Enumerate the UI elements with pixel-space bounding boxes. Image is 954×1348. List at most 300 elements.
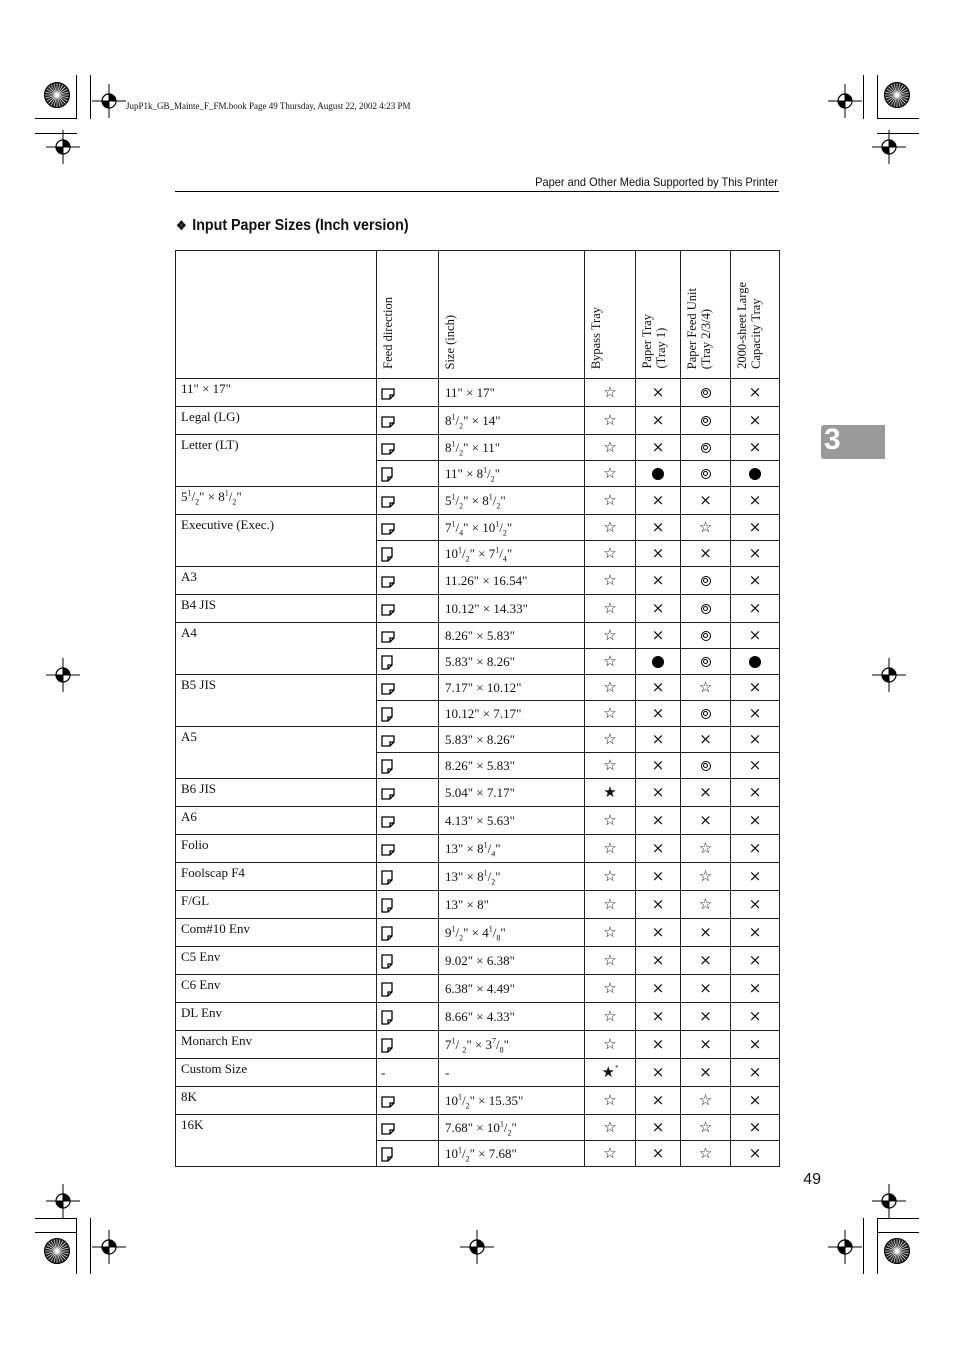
- paper-size-cell: 8.26" × 5.83": [439, 623, 585, 649]
- support-cell-lct: [731, 701, 780, 727]
- cross-icon: ×: [699, 543, 712, 562]
- double-circle-icon: [701, 388, 711, 398]
- paper-name: Com#10 Env: [181, 921, 250, 936]
- header-paper-tray-1: Paper Tray (Tray 1): [636, 251, 681, 379]
- registration-mark-icon: [872, 658, 906, 692]
- support-cell-lct: [731, 461, 780, 487]
- cross-icon: ×: [651, 894, 665, 913]
- registration-mark-icon: [872, 1184, 906, 1218]
- crop-line: [863, 75, 864, 119]
- support-cell-tray1: [636, 675, 681, 701]
- cross-icon: ×: [651, 625, 665, 644]
- cross-icon: ×: [651, 978, 665, 997]
- open-star-icon: ☆: [603, 1143, 617, 1162]
- feed-long-edge-icon: [377, 435, 439, 461]
- open-star-icon: ☆: [603, 382, 617, 401]
- support-cell-bypass: [585, 675, 636, 701]
- table-row: [176, 947, 780, 975]
- support-cell-lct: [731, 515, 780, 541]
- support-cell-tray1: [636, 487, 681, 515]
- support-cell-tray1: [636, 807, 681, 835]
- header-feed-direction: Feed direction: [377, 251, 439, 379]
- support-cell-tray234: [681, 727, 731, 753]
- cross-icon: ×: [651, 517, 665, 536]
- feed-short-edge-icon: [377, 975, 439, 1003]
- table-row: [176, 487, 780, 515]
- cross-icon: ×: [748, 1143, 762, 1162]
- feed-long-edge-icon: [377, 835, 439, 863]
- support-cell-tray1: [636, 1031, 681, 1059]
- color-wheel-mark-icon: [43, 81, 77, 115]
- paper-name: Foolscap F4: [181, 865, 245, 880]
- table-row: [176, 379, 780, 407]
- support-cell-lct: [731, 919, 780, 947]
- cross-icon: ×: [651, 490, 665, 509]
- file-info-slug: JupP1k_GB_Mainte_F_FM.book Page 49 Thursday, August 22, 2002 4:23 PM: [126, 101, 411, 111]
- support-cell-lct: [731, 623, 780, 649]
- registration-mark-icon: [872, 130, 906, 164]
- paper-size-cell: $7^1/$ $_2$" × $3^7/_8$": [439, 1031, 585, 1059]
- open-star-icon: ☆: [603, 755, 617, 774]
- open-star-icon: ☆: [603, 543, 617, 562]
- paper-size-cell: 7.68" × $10^1/_2$": [439, 1115, 585, 1141]
- paper-name-cell: [176, 1003, 377, 1031]
- feed-short-edge-icon: [377, 461, 439, 487]
- support-cell-lct: [731, 1003, 780, 1031]
- support-cell-bypass: [585, 919, 636, 947]
- support-cell-tray234: [681, 779, 731, 807]
- cross-icon: ×: [651, 1006, 665, 1025]
- paper-name-cell: [176, 779, 377, 807]
- open-star-icon: ☆: [603, 950, 617, 969]
- open-star-icon: ☆: [603, 1090, 617, 1109]
- support-cell-lct: [731, 727, 780, 753]
- support-cell-bypass: [585, 975, 636, 1003]
- double-circle-icon: [701, 443, 711, 453]
- feed-long-edge-icon: [377, 407, 439, 435]
- support-cell-lct: [731, 1141, 780, 1167]
- cross-icon: ×: [651, 1062, 665, 1081]
- paper-name: A5: [181, 729, 197, 744]
- paper-name: Legal (LG): [181, 409, 240, 424]
- paper-size-cell: 8.26" × 5.83": [439, 753, 585, 779]
- table-row: [176, 863, 780, 891]
- support-cell-lct: [731, 1059, 780, 1087]
- support-cell-tray234: [681, 407, 731, 435]
- support-cell-bypass: [585, 595, 636, 623]
- cross-icon: ×: [651, 1117, 665, 1136]
- feed-long-edge-icon: [377, 567, 439, 595]
- open-star-icon: ☆: [603, 978, 617, 997]
- support-cell-lct: [731, 379, 780, 407]
- open-star-icon: ☆: [603, 677, 617, 696]
- paper-name-cell: [176, 1115, 377, 1167]
- cross-icon: ×: [699, 490, 712, 509]
- paper-name: 8K: [181, 1089, 197, 1104]
- support-cell-bypass: [585, 487, 636, 515]
- support-cell-bypass: [585, 461, 636, 487]
- cross-icon: ×: [748, 866, 762, 885]
- double-circle-icon: [701, 761, 711, 771]
- cross-icon: ×: [699, 1062, 712, 1081]
- table-row: [176, 675, 780, 701]
- registration-mark-icon: [460, 1230, 494, 1264]
- paper-size-cell: 6.38" × 4.49": [439, 975, 585, 1003]
- page-number: 49: [803, 1171, 821, 1188]
- cross-icon: ×: [651, 1034, 665, 1053]
- support-cell-bypass: [585, 541, 636, 567]
- double-circle-icon: [701, 657, 711, 667]
- support-cell-tray1: [636, 947, 681, 975]
- feed-short-edge-icon: [377, 1003, 439, 1031]
- paper-name: A4: [181, 625, 197, 640]
- paper-name-cell: [176, 567, 377, 595]
- support-cell-tray234: [681, 947, 731, 975]
- color-wheel-mark-icon: [883, 1237, 917, 1271]
- support-cell-lct: [731, 891, 780, 919]
- table-row: [176, 807, 780, 835]
- support-cell-lct: [731, 947, 780, 975]
- paper-size-cell: $10^1/_2$" × 7.68": [439, 1141, 585, 1167]
- header-size: Size (inch): [439, 251, 585, 379]
- open-star-icon: ☆: [698, 1143, 713, 1162]
- crop-line: [90, 75, 91, 119]
- cross-icon: ×: [651, 437, 665, 456]
- paper-size-cell: $8^1/_2$" × 11": [439, 435, 585, 461]
- support-cell-tray234: [681, 1087, 731, 1115]
- open-star-icon: ☆: [603, 598, 617, 617]
- table-row: [176, 919, 780, 947]
- support-cell-tray234: [681, 891, 731, 919]
- cross-icon: ×: [651, 838, 665, 857]
- crop-line: [877, 1232, 919, 1233]
- table-row: [176, 1059, 780, 1087]
- table-row: [176, 407, 780, 435]
- paper-name-cell: [176, 515, 377, 567]
- cross-icon: ×: [651, 703, 665, 722]
- cross-icon: ×: [748, 703, 762, 722]
- filled-circle-icon: [749, 656, 761, 668]
- chapter-tab: [821, 425, 885, 459]
- cross-icon: ×: [651, 570, 665, 589]
- support-cell-bypass: [585, 407, 636, 435]
- paper-name-cell: [176, 595, 377, 623]
- cross-icon: ×: [699, 810, 712, 829]
- paper-size-cell: 11.26" × 16.54": [439, 567, 585, 595]
- feed-long-edge-icon: [377, 487, 439, 515]
- cross-icon: ×: [651, 598, 665, 617]
- header-paper-feed-unit: Paper Feed Unit (Tray 2/3/4): [681, 251, 731, 379]
- support-cell-lct: [731, 1115, 780, 1141]
- paper-name-cell: [176, 891, 377, 919]
- paper-size-cell: 4.13" × 5.63": [439, 807, 585, 835]
- support-cell-tray234: [681, 1031, 731, 1059]
- support-cell-bypass: [585, 807, 636, 835]
- table-row: [176, 1115, 780, 1141]
- table-row: [176, 835, 780, 863]
- crop-line: [35, 1232, 77, 1233]
- support-cell-tray234: [681, 807, 731, 835]
- open-star-icon: ☆: [698, 866, 713, 885]
- cross-icon: ×: [699, 1034, 712, 1053]
- open-star-icon: ☆: [698, 517, 713, 536]
- section-title: Input Paper Sizes (Inch version): [192, 217, 409, 234]
- paper-name-cell: [176, 675, 377, 727]
- open-star-icon: ☆: [603, 570, 617, 589]
- support-cell-tray1: [636, 863, 681, 891]
- paper-size-cell: $7^1/_4$" × $10^1/_2$": [439, 515, 585, 541]
- feed-short-edge-icon: [377, 649, 439, 675]
- cross-icon: ×: [748, 782, 762, 801]
- double-circle-icon: [701, 469, 711, 479]
- support-cell-bypass: [585, 891, 636, 919]
- footnote-marker: *: [614, 1063, 619, 1072]
- table-row: [176, 975, 780, 1003]
- paper-name: B4 JIS: [181, 597, 217, 612]
- open-star-icon: ☆: [603, 625, 617, 644]
- paper-name: Letter (LT): [181, 437, 239, 452]
- open-star-icon: ☆: [698, 1117, 713, 1136]
- feed-direction-cell: -: [377, 1059, 439, 1087]
- table-row: [176, 1031, 780, 1059]
- support-cell-tray234: [681, 975, 731, 1003]
- paper-size-cell: 5.83" × 8.26": [439, 727, 585, 753]
- support-cell-tray234: [681, 435, 731, 461]
- support-cell-bypass: [585, 1115, 636, 1141]
- color-wheel-mark-icon: [43, 1237, 77, 1271]
- support-cell-tray234: [681, 567, 731, 595]
- double-circle-icon: [701, 604, 711, 614]
- support-cell-bypass: [585, 727, 636, 753]
- open-star-icon: ☆: [603, 729, 617, 748]
- crop-line: [877, 75, 878, 119]
- cross-icon: ×: [748, 894, 762, 913]
- cross-icon: ×: [748, 810, 762, 829]
- support-cell-lct: [731, 863, 780, 891]
- support-cell-tray1: [636, 753, 681, 779]
- feed-short-edge-icon: [377, 753, 439, 779]
- feed-long-edge-icon: [377, 595, 439, 623]
- cross-icon: ×: [699, 978, 712, 997]
- support-cell-tray234: [681, 1141, 731, 1167]
- support-cell-bypass: [585, 1031, 636, 1059]
- support-cell-tray1: [636, 779, 681, 807]
- paper-size-cell: $5^1/_2$" × $8^1/_2$": [439, 487, 585, 515]
- paper-size-cell: 8.66" × 4.33": [439, 1003, 585, 1031]
- table-row: [176, 623, 780, 649]
- support-cell-tray1: [636, 919, 681, 947]
- crop-line: [877, 1218, 878, 1274]
- registration-mark-icon: [46, 1184, 80, 1218]
- support-cell-tray1: [636, 835, 681, 863]
- registration-mark-icon: [92, 84, 126, 118]
- open-star-icon: ☆: [603, 490, 617, 509]
- crop-line: [35, 133, 77, 134]
- table-header-row: [176, 251, 780, 379]
- support-cell-tray234: [681, 487, 731, 515]
- support-cell-tray1: [636, 727, 681, 753]
- cross-icon: ×: [748, 755, 762, 774]
- cross-icon: ×: [748, 382, 762, 401]
- support-cell-bypass: [585, 863, 636, 891]
- open-star-icon: ☆: [603, 437, 617, 456]
- support-cell-tray234: [681, 515, 731, 541]
- support-cell-tray234: [681, 753, 731, 779]
- feed-short-edge-icon: [377, 891, 439, 919]
- support-cell-tray234: [681, 1059, 731, 1087]
- paper-name-cell: [176, 975, 377, 1003]
- paper-name: Monarch Env: [181, 1033, 253, 1048]
- cross-icon: ×: [748, 838, 762, 857]
- paper-name-cell: [176, 919, 377, 947]
- support-cell-lct: [731, 779, 780, 807]
- cross-icon: ×: [748, 978, 762, 997]
- cross-icon: ×: [651, 1090, 665, 1109]
- crop-line: [35, 1218, 77, 1219]
- feed-long-edge-icon: [377, 779, 439, 807]
- table-row: [176, 515, 780, 541]
- cross-icon: ×: [651, 782, 665, 801]
- open-star-icon: ☆: [603, 1006, 617, 1025]
- cross-icon: ×: [699, 729, 712, 748]
- support-cell-bypass: [585, 779, 636, 807]
- paper-size-cell: 7.17" × 10.12": [439, 675, 585, 701]
- support-cell-lct: [731, 807, 780, 835]
- feed-long-edge-icon: [377, 623, 439, 649]
- open-star-icon: ☆: [698, 894, 713, 913]
- open-star-icon: ☆: [603, 517, 617, 536]
- support-cell-bypass: [585, 379, 636, 407]
- cross-icon: ×: [651, 810, 665, 829]
- table-row: [176, 1087, 780, 1115]
- support-cell-lct: [731, 675, 780, 701]
- support-cell-tray234: [681, 541, 731, 567]
- open-star-icon: ☆: [603, 410, 617, 429]
- open-star-icon: ☆: [698, 677, 713, 696]
- paper-size-cell: 11" × 17": [439, 379, 585, 407]
- paper-size-cell: 10.12" × 14.33": [439, 595, 585, 623]
- support-cell-tray234: [681, 1115, 731, 1141]
- cross-icon: ×: [651, 410, 665, 429]
- support-cell-bypass: [585, 1141, 636, 1167]
- support-cell-tray1: [636, 407, 681, 435]
- feed-long-edge-icon: [377, 379, 439, 407]
- support-cell-bypass: [585, 435, 636, 461]
- support-cell-lct: [731, 649, 780, 675]
- paper-size-cell: 5.83" × 8.26": [439, 649, 585, 675]
- open-star-icon: ☆: [603, 838, 617, 857]
- feed-long-edge-icon: [377, 807, 439, 835]
- cross-icon: ×: [651, 677, 665, 696]
- cross-icon: ×: [748, 1034, 762, 1053]
- paper-name: $5^1/_2$" × $8^1/_2$": [181, 488, 242, 507]
- feed-long-edge-icon: [377, 515, 439, 541]
- crop-line: [76, 75, 77, 119]
- paper-name-cell: [176, 407, 377, 435]
- table-row: [176, 595, 780, 623]
- cross-icon: ×: [748, 625, 762, 644]
- cross-icon: ×: [748, 410, 762, 429]
- header-rule: [175, 191, 779, 192]
- cross-icon: ×: [651, 866, 665, 885]
- crop-line: [76, 1218, 77, 1274]
- support-cell-tray234: [681, 1003, 731, 1031]
- crop-line: [90, 1218, 91, 1274]
- support-cell-tray234: [681, 649, 731, 675]
- crop-line: [877, 133, 919, 134]
- header-paper-name: [176, 251, 377, 379]
- support-cell-bypass: [585, 947, 636, 975]
- support-cell-tray1: [636, 567, 681, 595]
- paper-name-cell: [176, 1031, 377, 1059]
- support-cell-bypass: [585, 701, 636, 727]
- crop-line: [863, 1218, 864, 1274]
- header-large-capacity-tray: 2000-sheet Large Capacity Tray: [731, 251, 780, 379]
- paper-size-cell: 9.02" × 6.38": [439, 947, 585, 975]
- paper-size-cell: 10.12" × 7.17": [439, 701, 585, 727]
- paper-name: F/GL: [181, 893, 210, 908]
- paper-size-cell: $9^1/_2$" × $4^1/_8$": [439, 919, 585, 947]
- support-cell-lct: [731, 975, 780, 1003]
- support-cell-tray1: [636, 379, 681, 407]
- table-row: [176, 1003, 780, 1031]
- filled-circle-icon: [652, 656, 664, 668]
- double-circle-icon: [701, 416, 711, 426]
- open-star-icon: ☆: [698, 838, 713, 857]
- paper-name: C5 Env: [181, 949, 221, 964]
- support-cell-tray1: [636, 701, 681, 727]
- paper-size-cell: 5.04" × 7.17": [439, 779, 585, 807]
- feed-short-edge-icon: [377, 541, 439, 567]
- double-circle-icon: [701, 709, 711, 719]
- table-row: [176, 779, 780, 807]
- double-circle-icon: [701, 631, 711, 641]
- support-cell-tray1: [636, 515, 681, 541]
- open-star-icon: ☆: [603, 1117, 617, 1136]
- open-star-icon: ☆: [603, 463, 617, 482]
- cross-icon: ×: [748, 729, 762, 748]
- table-row: [176, 891, 780, 919]
- cross-icon: ×: [748, 598, 762, 617]
- feed-short-edge-icon: [377, 919, 439, 947]
- cross-icon: ×: [748, 922, 762, 941]
- paper-name: Executive (Exec.): [181, 517, 275, 532]
- support-cell-tray234: [681, 675, 731, 701]
- running-header: Paper and Other Media Supported by This Printer: [535, 175, 778, 189]
- support-cell-tray234: [681, 863, 731, 891]
- cross-icon: ×: [699, 950, 712, 969]
- support-cell-bypass: [585, 1059, 636, 1087]
- support-cell-lct: [731, 567, 780, 595]
- color-wheel-mark-icon: [883, 81, 917, 115]
- cross-icon: ×: [748, 543, 762, 562]
- open-star-icon: ☆: [698, 1090, 713, 1109]
- paper-size-cell: 13" × 8": [439, 891, 585, 919]
- paper-name-cell: [176, 1059, 377, 1087]
- filled-star-icon: ★: [601, 1062, 615, 1081]
- feed-long-edge-icon: [377, 1115, 439, 1141]
- paper-name-cell: [176, 1087, 377, 1115]
- paper-name-cell: [176, 863, 377, 891]
- cross-icon: ×: [748, 1117, 762, 1136]
- cross-icon: ×: [651, 950, 665, 969]
- cross-icon: ×: [748, 1006, 762, 1025]
- open-star-icon: ☆: [603, 810, 617, 829]
- support-cell-tray1: [636, 1003, 681, 1031]
- cross-icon: ×: [699, 922, 712, 941]
- registration-mark-icon: [828, 84, 862, 118]
- diamond-bullet-icon: ❖: [176, 218, 187, 233]
